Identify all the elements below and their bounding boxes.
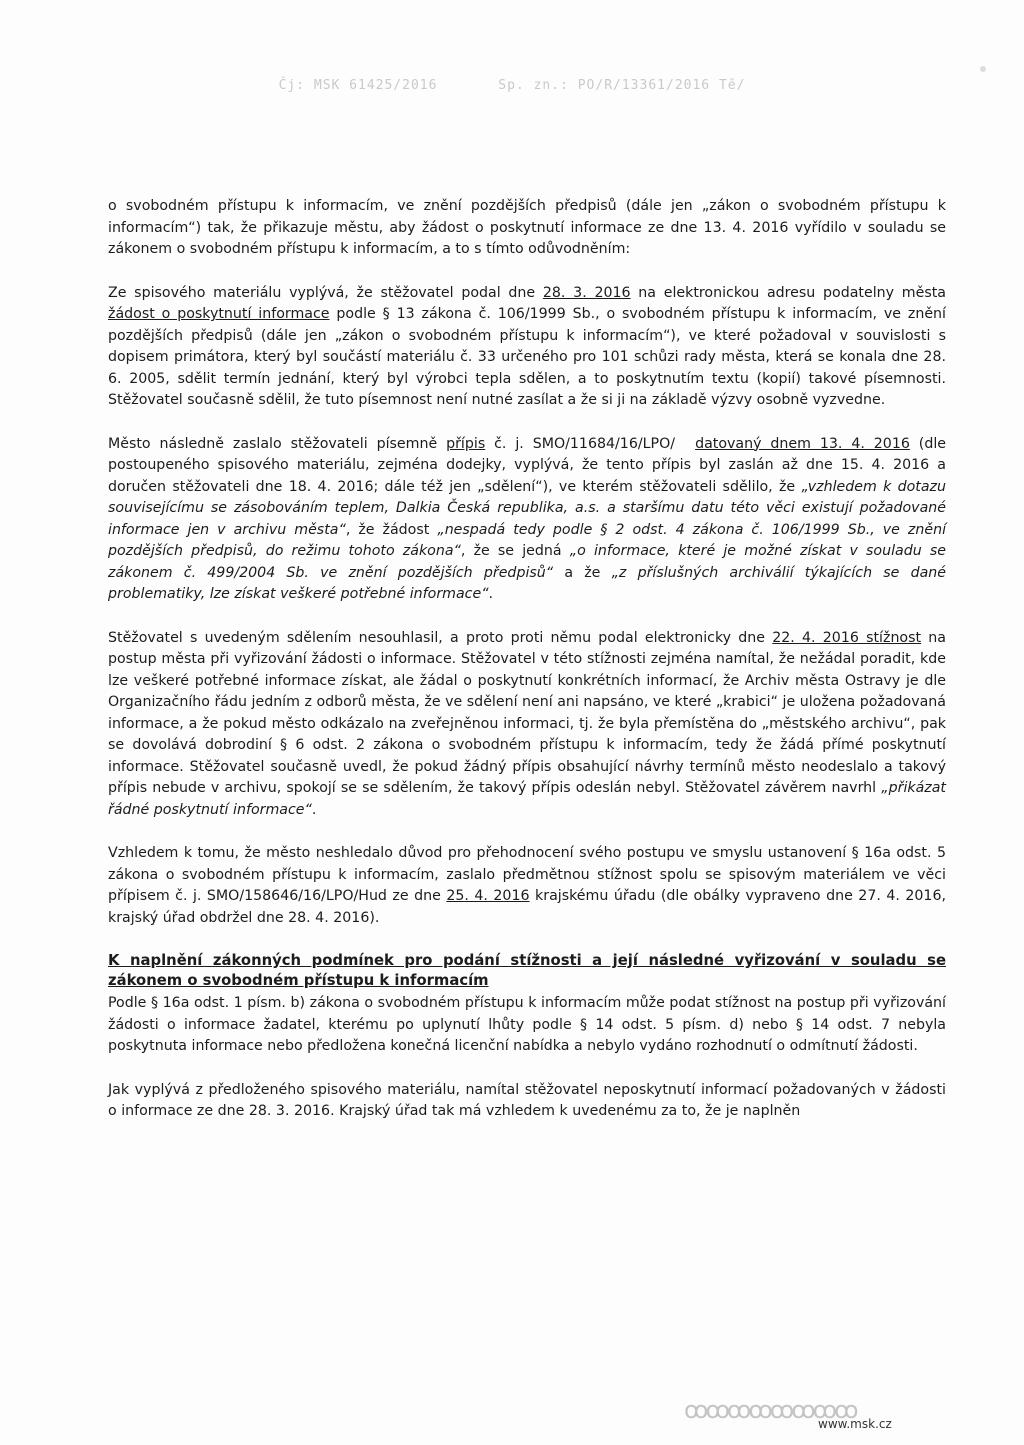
reference-number: Čj: MSK 61425/2016	[278, 78, 438, 93]
date-25-4-2016: 25. 4. 2016	[446, 888, 530, 904]
paragraph-6: Podle § 16a odst. 1 písm. b) zákona o svobodném přístupu k informacím může podat stížnost na postup při vyřizování žádosti o informace žadatel, kterému po uplynutí lhůty podle § 14 odst. 5 písm. d) nebo § 14 odst. 7 nebyla poskytnuta informace nebo předložena konečná licenční nabídka a nebylo vydáno rozhodnutí o odmítnutí žádosti.	[108, 995, 946, 1054]
paragraph-4	[108, 628, 946, 822]
date-28-3-2016: 28. 3. 2016	[542, 284, 631, 301]
dated-13-4-2016: datovaný dnem 13. 4. 2016	[695, 435, 910, 452]
page-footer	[0, 1395, 1024, 1435]
website-link[interactable]: www.msk.cz	[818, 1417, 892, 1431]
document-body	[108, 196, 946, 1145]
file-mark: Sp. zn.: PO/R/13361/2016 Tě/	[498, 78, 746, 93]
letter-link: přípis	[446, 435, 486, 452]
msk-logo-pattern: ꝏꝏꝏꝏꝏꝏꝏꝏ	[684, 1397, 856, 1423]
text-run: .	[488, 586, 494, 602]
scan-artifact	[980, 66, 986, 72]
text-run: a že	[553, 564, 612, 581]
text-run: , že žádost	[345, 521, 438, 538]
paragraph-5	[108, 843, 946, 929]
complaint-date: 22. 4. 2016 stížnost	[772, 629, 922, 646]
text-run: Stěžovatel s uvedeným sdělením nesouhlasil, a proto proti němu podal elektronicky dne	[108, 629, 773, 646]
text-run: na elektronickou adresu podatelny města	[630, 284, 946, 301]
quote-3: „o informace, které je možné získat v souladu se zákonem č. 499/2004 Sb. ve znění pozdějších předpisů“	[108, 543, 947, 581]
paragraph-3	[108, 434, 946, 606]
text-run: podle § 13 zákona č. 106/1999 Sb., o svobodném přístupu k informacím, ve znění pozdějších předpisů (dále jen „zákon o svobodném přístupu k informacím“), ve které požadoval v souvislosti s dopisem primátora, který byl součástí materiálu č. 33 určeného pro 101 schůzi rady města, která se konala dne 28. 6. 2005, sdělit termín jednání, který byl výrobci tepla sdělen, a to poskytnutím textu (kopií) takové písemnosti. Stěžovatel současně sdělil, že tuto písemnost není nutné zasílat a že si ji na základě výzvy osobně vyzvedne.	[108, 306, 946, 408]
paragraph-1: o svobodném přístupu k informacím, ve znění pozdějších předpisů (dále jen „zákon o svobodném přístupu k informacím“) tak, že přikazuje městu, aby žádost o poskytnutí informace ze dne 13. 4. 2016 vyřídilo v souladu se zákonem o svobodném přístupu k informacím, a to s tímto odůvodněním:	[108, 198, 946, 257]
quote-4: „z příslušných archiválií týkajících se dané problematiky, lze získat veškeré potřebné informace“	[108, 564, 947, 602]
text-run: (dle postoupeného spisového materiálu, zejména dodejky, vyplývá, že tento přípis byl zaslán až dne 15. 4. 2016 a doručen stěžovateli dne 18. 4. 2016; dále též jen „sdělení“), ve kterém stěžovateli sdělilo, že	[108, 435, 946, 495]
text-run: Ze spisového materiálu vyplývá, že stěžovatel podal dne	[108, 284, 543, 301]
text-run: Město následně zaslalo stěžovateli písemně	[108, 435, 447, 452]
quote-5: „přikázat řádné poskytnutí informace“	[108, 780, 946, 818]
reference-stamp	[0, 78, 1024, 93]
request-link: žádost o poskytnutí informace	[108, 306, 330, 322]
text-run: Vzhledem k tomu, že město neshledalo důvod pro přehodnocení svého postupu ve smyslu ustanovení § 16a odst. 5 zákona o svobodném přístupu k informacím, zaslalo předmětnou stížnost spolu se spisovým materiálem ve věci přípisem č. j. SMO/158646/16/LPO/Hud ze dne	[108, 845, 946, 904]
quote-1: „vzhledem k dotazu souvisejícímu se zásobováním teplem, Dalkia Česká republika, a.s. a staršímu datu této věci existují požadované informace jen v archivu města“	[108, 478, 946, 538]
text-run: č. j. SMO/11684/16/LPO/	[485, 435, 676, 452]
text-run: na postup města při vyřizování žádosti o informace. Stěžovatel v této stížnosti zejména namítal, že nežádal poradit, kde lze veškeré potřebné informace získat, ale žádal o poskytnutí konkrétních informací, že Archiv města Ostravy je dle Organizačního řádu jedním z odborů města, že ve sdělení není ani napsáno, ve které „krabici“ je uložena požadovaná informace, a že pokud město odkázalo na zveřejněnou informaci, tj. že byla přemístěna do „městského archivu“, pak se dovolává dobrodiní § 6 odst. 2 zákona o svobodném přístupu k informacím, tedy že žádá přímé poskytnutí informace. Stěžovatel současně uvedl, že pokud žádný přípis obsahující návrhy termínů město neodeslalo a takový přípis nebude v archivu, spokojí se se sdělením, že takový přípis odeslán nebyl. Stěžovatel závěrem navrhl	[108, 629, 946, 796]
section-heading: K naplnění zákonných podmínek pro podání stížnosti a její následné vyřizování v souladu se zákonem o svobodném přístupu k informacím	[108, 952, 946, 989]
text-run: , že se jedná	[460, 543, 570, 559]
paragraph-7: Jak vyplývá z předloženého spisového materiálu, namítal stěžovatel neposkytnutí informací požadovaných v žádosti o informace ze dne 28. 3. 2016. Krajský úřad tak má vzhledem k uvedenému za to, že je naplněn	[108, 1081, 946, 1119]
paragraph-2	[108, 283, 946, 412]
text-run: krajskému úřadu (dle obálky vypraveno dne 27. 4. 2016, krajský úřad obdržel dne 28. 4. 2016).	[108, 888, 946, 926]
text-run: .	[311, 801, 317, 818]
quote-2: „nespadá tedy podle § 2 odst. 4 zákona č. 106/1999 Sb., ve znění pozdějších předpisů, do režimu tohoto zákona“	[108, 521, 947, 559]
